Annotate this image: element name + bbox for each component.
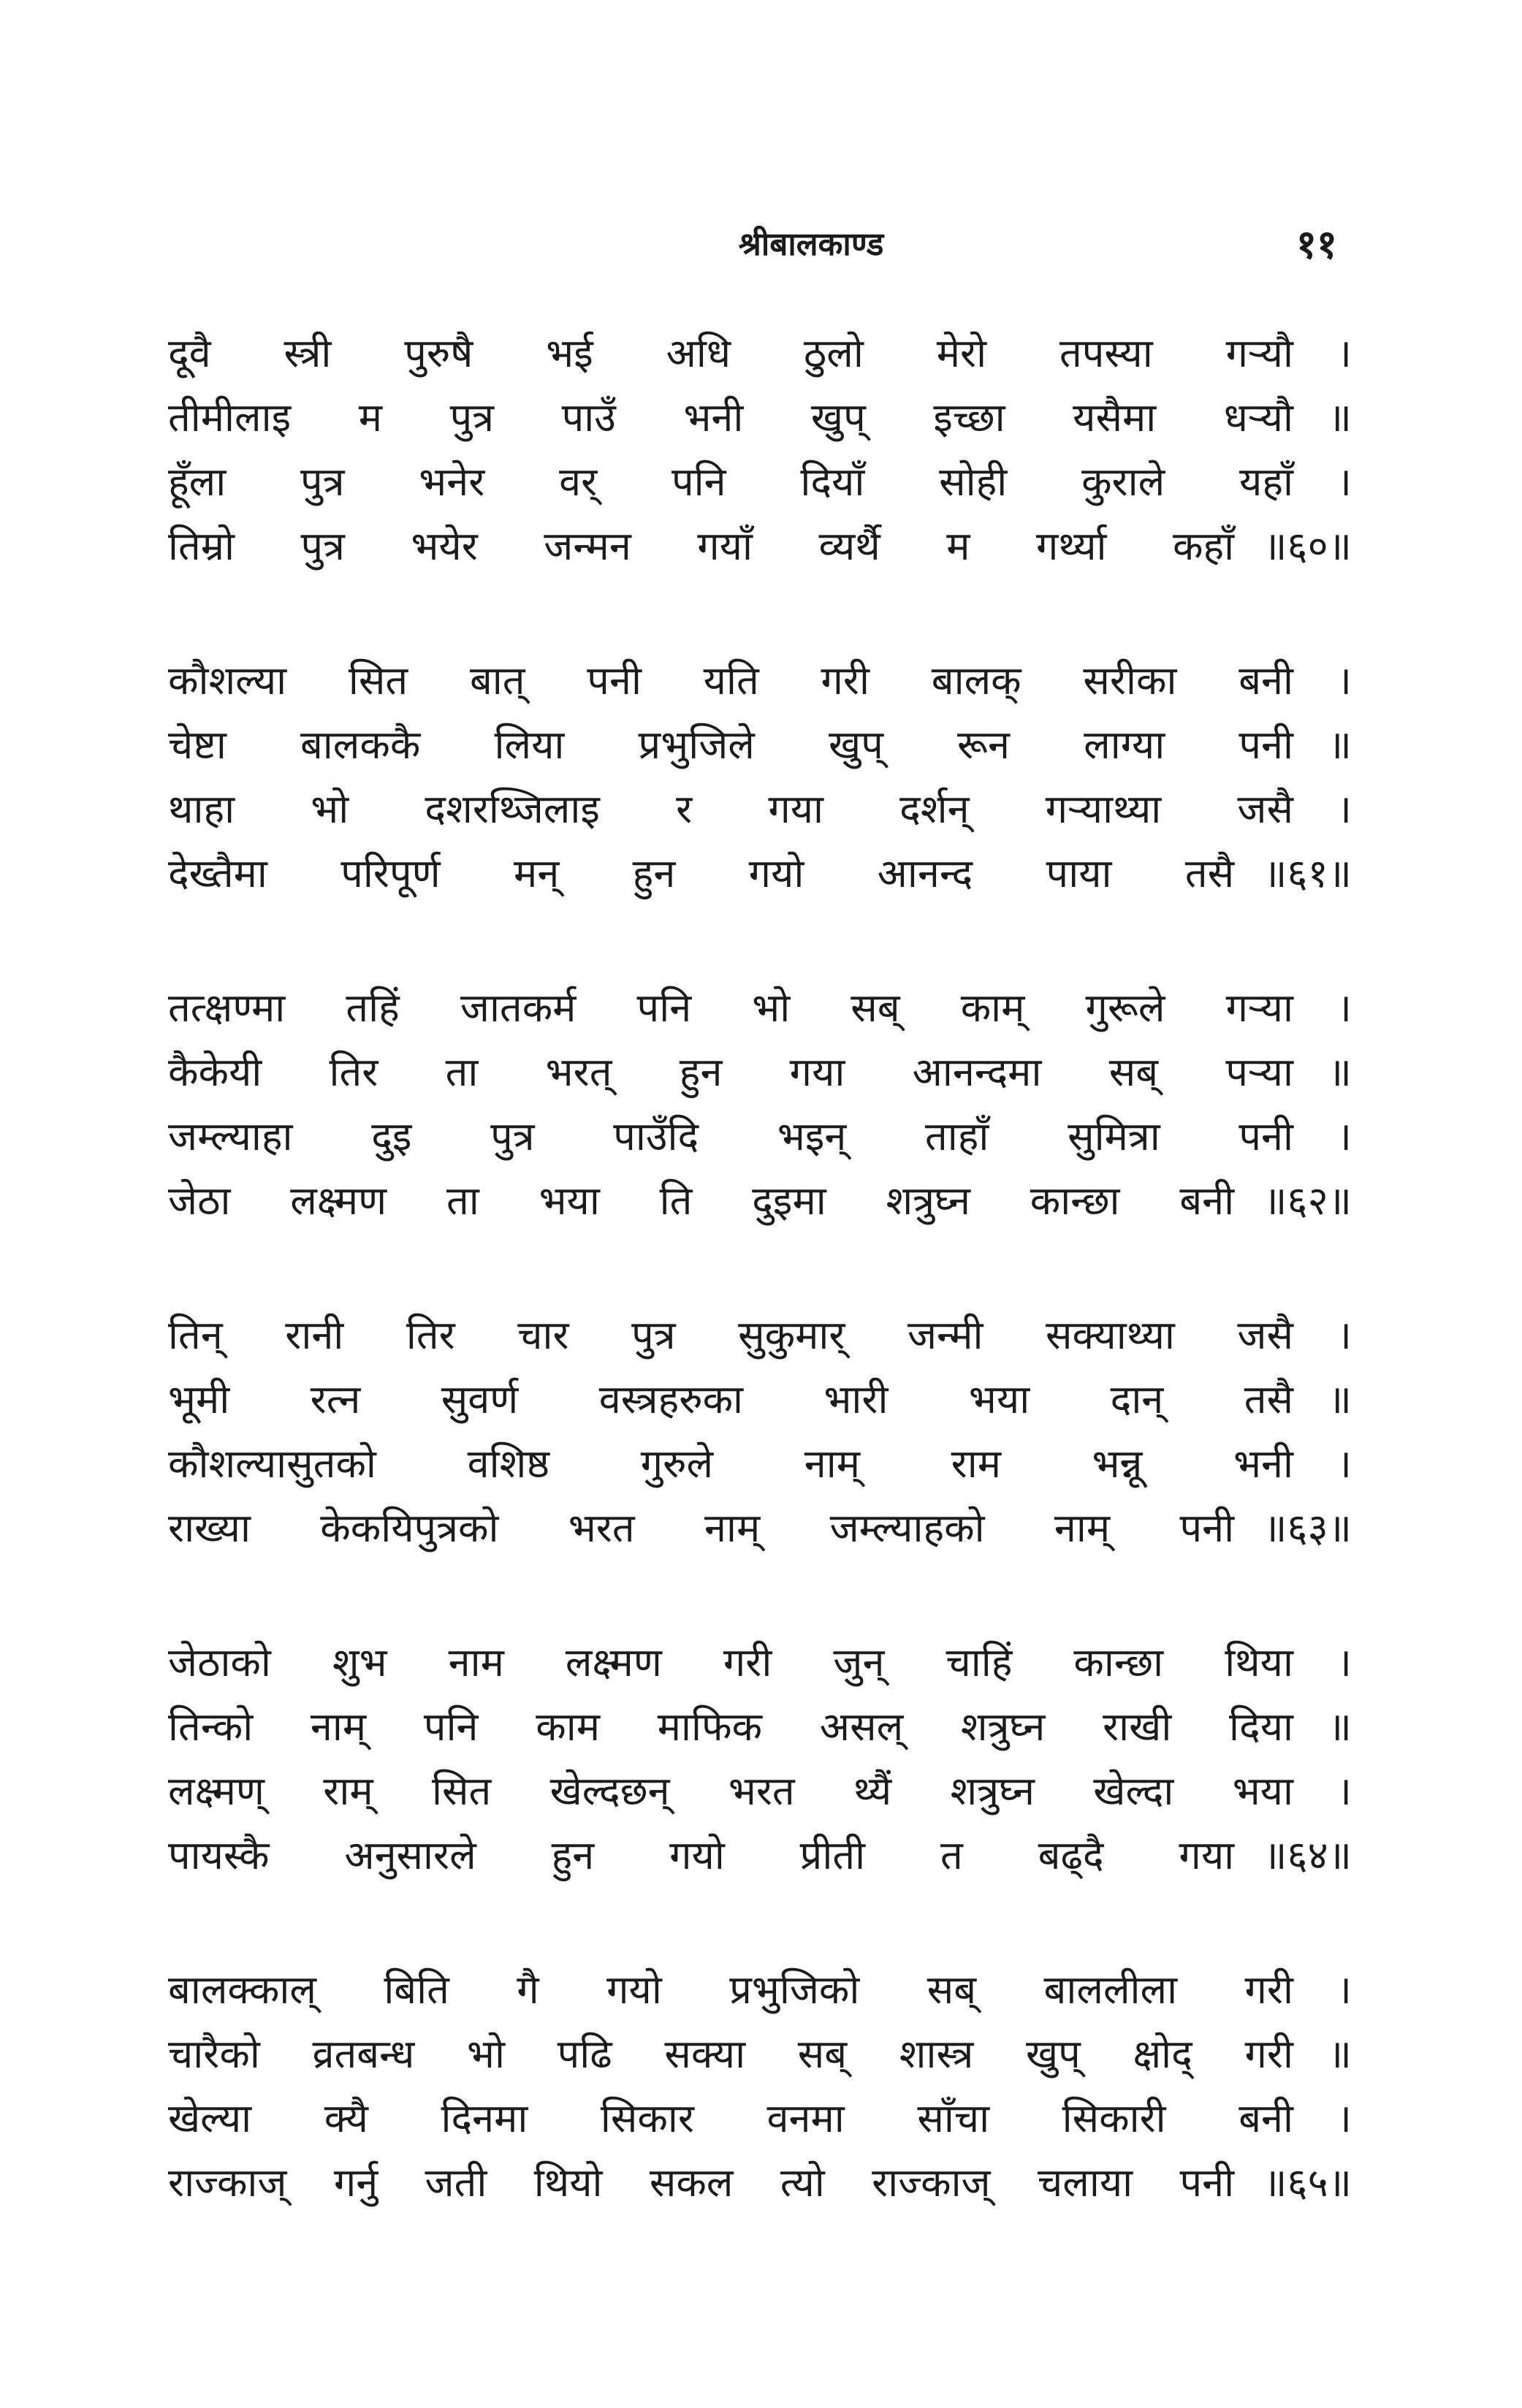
verse-mark: । [1336,658,1352,704]
verse-number: ॥६४॥ [1263,1832,1352,1878]
verse-line [168,842,1352,906]
verse-line [168,1824,1352,1888]
verse-number: ॥६०॥ [1263,523,1352,569]
page-number: ११ [1295,221,1337,267]
verse-line [168,2087,1352,2151]
verse-text: चारैको व्रतबन्ध भो पढि सक्या सब् शास्त्र खुप् क्षोद् गरी [168,2031,1293,2077]
verse-line [168,1169,1352,1233]
running-title: श्रीबालकाण्ड [738,226,884,263]
verse-text: राज्काज् गर्नु जती थियो सकल त्यो राज्काज् चलाया पनी [168,2160,1235,2206]
verse-line [168,450,1352,514]
verse-text: चेष्टा बालककै लिया प्रभुजिले खुप् रून लाग्या पनी [168,722,1293,768]
verse-text: राख्या केकयिपुत्रको भरत नाम् जम्ल्याहको नाम् पनी [168,1505,1235,1551]
verse-number: ॥६१॥ [1263,850,1352,896]
verse-text: भूमी रत्न सुवर्ण वस्त्रहरुका भारी भया दान् तसै [168,1376,1293,1422]
verse-number: ॥६३॥ [1263,1505,1352,1551]
verse-line [168,514,1352,579]
stanza-62 [168,976,1352,1303]
verse-text: तिम्रो पुत्र भयेर जन्मन गयाँ व्यर्थै म गर्थ्या कहाँ [168,523,1235,569]
stanza-63 [168,1303,1352,1631]
verse-text: थाहा भो दशरथ्जिलाइ र गया दर्शन् गऱ्याथ्या जसै [168,786,1293,832]
verse-line [168,1040,1352,1105]
verse-mark: ॥ [1328,2031,1352,2077]
verse-line [168,1631,1352,1695]
stanza-60 [168,321,1352,649]
verse-text: तीमीलाइ म पुत्र पाउँ भनी खुप् इच्छा यसैमा धऱ्यौ [168,395,1293,441]
verse-mark: । [1336,1639,1352,1685]
verse-mark: । [1336,459,1352,505]
verse-line [168,1496,1352,1561]
verse-line [168,1432,1352,1496]
stanza-65 [168,1958,1352,2285]
verse-text: कौशल्या सित बात् पनी यति गरी बालक् सरीका बनी [168,658,1293,704]
verse-line [168,321,1352,386]
verse-text: जेठा लक्ष्मण ता भया ति दुइमा शत्रुघ्न कान्छा बनी [168,1178,1235,1224]
verse-mark: । [1336,2095,1352,2141]
stanza-64 [168,1631,1352,1958]
verse-mark: । [1336,786,1352,832]
verse-line [168,1695,1352,1759]
verse-mark: ॥ [1328,1376,1352,1422]
verse-body [168,321,1352,2285]
verse-text: तत्क्षण्मा तहिं जातकर्म पनि भो सब् काम् गुरूले गऱ्या [168,985,1293,1031]
verse-mark: ॥ [1328,1704,1352,1750]
verse-line [168,1759,1352,1824]
verse-number: ॥६५॥ [1263,2160,1352,2206]
page-header [168,212,1337,278]
verse-text: पायस्कै अनुसारले हुन गयो प्रीती त बढ्दै गया [168,1832,1235,1878]
verse-mark: । [1336,1768,1352,1814]
verse-mark: । [1336,985,1352,1031]
verse-line [168,1368,1352,1432]
verse-line [168,713,1352,777]
verse-mark: ॥ [1328,1049,1352,1095]
verse-text: देख्तैमा परिपूर्ण मन् हुन गयो आनन्द पाया तसै [168,850,1235,896]
verse-text: तिन् रानी तिर चार पुत्र सुकुमार् जन्मी सक्याथ्या जसै [168,1312,1293,1358]
verse-text: हूँला पुत्र भनेर वर् पनि दियाँ सोही कुराले यहाँ [168,459,1293,505]
verse-text: लक्ष्मण् राम् सित खेल्दछन् भरत थ्यैं शत्रुघ्न खेल्दा भया [168,1768,1293,1814]
verse-text: कैकेयी तिर ता भरत् हुन गया आनन्दमा सब् पऱ्या [168,1049,1293,1095]
verse-mark: । [1336,1441,1352,1487]
verse-line [168,1303,1352,1368]
verse-text: बालक्काल् बिति गै गयो प्रभुजिको सब् बाललीला गरी [168,1967,1293,2013]
verse-text: खेल्या क्यै दिनमा सिकार वनमा साँचा सिकारी बनी [168,2095,1293,2141]
verse-mark: । [1336,1113,1352,1159]
verse-mark: । [1336,1967,1352,2013]
verse-line [168,1958,1352,2022]
verse-number: ॥६२॥ [1263,1178,1352,1224]
verse-line [168,649,1352,713]
verse-line [168,386,1352,450]
verse-mark: । [1336,330,1352,376]
verse-mark: । [1336,1312,1352,1358]
verse-mark: ॥ [1328,395,1352,441]
verse-text: दूवै स्त्री पुरुषै भई अधि ठुलो मेरो तपस्या गऱ्यौ [168,330,1293,376]
verse-line [168,1105,1352,1169]
verse-line [168,2022,1352,2087]
verse-text: कौशल्यासुतको वशिष्ठ गुरुले नाम् राम भन्नू भनी [168,1441,1293,1487]
verse-line [168,976,1352,1040]
verse-line [168,777,1352,842]
verse-text: तिन्को नाम् पनि काम माफिक असल् शत्रुघ्न राखी दिया [168,1704,1293,1750]
verse-mark: ॥ [1328,722,1352,768]
verse-text: जेठाको शुभ नाम लक्ष्मण गरी जुन् चाहिं कान्छा थिया [168,1639,1293,1685]
verse-text: जम्ल्याहा दुइ पुत्र पाउँदि भइन् ताहाँ सुमित्रा पनी [168,1113,1293,1159]
stanza-61 [168,649,1352,976]
verse-line [168,2151,1352,2215]
